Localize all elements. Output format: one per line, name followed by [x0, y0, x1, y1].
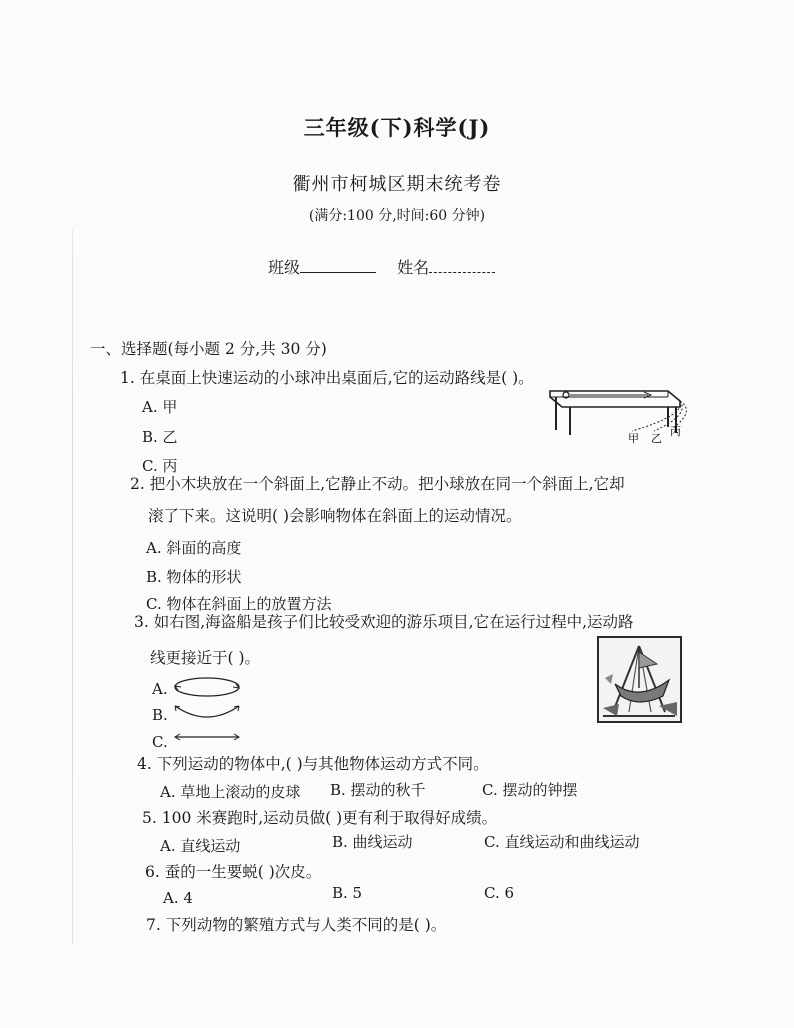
q6-stem: 6. 蚕的一生要蜕( )次皮。 [145, 863, 322, 881]
name-blank[interactable] [429, 258, 495, 273]
q3-path-a-ellipse [172, 676, 242, 698]
class-label: 班级 [268, 258, 301, 277]
q2-option-c[interactable]: C. 物体在斜面上的放置方法 [146, 595, 332, 613]
q1-option-b[interactable]: B. 乙 [142, 428, 178, 446]
q3-path-c-line [172, 732, 242, 742]
q5-option-b[interactable]: B. 曲线运动 [332, 833, 413, 851]
exam-note: (满分:100 分,时间:60 分钟) [308, 208, 486, 224]
q1-option-a[interactable]: A. 甲 [142, 398, 178, 416]
q7-stem: 7. 下列动物的繁殖方式与人类不同的是( )。 [146, 916, 447, 934]
scan-margin-line [72, 230, 73, 945]
q2-option-a[interactable]: A. 斜面的高度 [146, 539, 242, 557]
student-info-fields [268, 255, 495, 278]
q5-option-c[interactable]: C. 直线运动和曲线运动 [484, 833, 640, 851]
q3-option-c[interactable]: C. [152, 733, 168, 751]
q6-option-c[interactable]: C. 6 [484, 884, 515, 902]
q1-table-figure [548, 385, 688, 445]
page-title: 三年级(下)科学(J) [303, 115, 491, 140]
class-blank[interactable] [300, 258, 376, 273]
q6-option-a[interactable]: A. 4 [163, 889, 193, 907]
q3-stem-line1: 3. 如右图,海盗船是孩子们比较受欢迎的游乐项目,它在运行过程中,运动路 [134, 613, 634, 631]
q3-option-b[interactable]: B. [152, 706, 168, 724]
q1-label-yi: 乙 [651, 432, 662, 445]
q1-label-jia: 甲 [628, 432, 639, 445]
q5-option-a[interactable]: A. 直线运动 [160, 837, 241, 855]
q1-option-c[interactable]: C. 丙 [142, 457, 178, 475]
q6-option-b[interactable]: B. 5 [332, 884, 363, 902]
q3-stem-line2: 线更接近于( )。 [150, 649, 261, 667]
q4-option-c[interactable]: C. 摆动的钟摆 [482, 781, 578, 799]
exam-subtitle: 衢州市柯城区期末统考卷 [292, 174, 502, 195]
section-heading: 一、选择题(每小题 2 分,共 30 分) [90, 340, 327, 358]
q1-stem: 1. 在桌面上快速运动的小球冲出桌面后,它的运动路线是( )。 [120, 369, 534, 387]
q4-option-b[interactable]: B. 摆动的秋千 [330, 781, 426, 799]
q2-option-b[interactable]: B. 物体的形状 [146, 568, 242, 586]
q4-stem: 4. 下列运动的物体中,( )与其他物体运动方式不同。 [137, 755, 489, 773]
q1-label-bing: 丙 [670, 425, 681, 438]
q2-stem-line2: 滚了下来。这说明( )会影响物体在斜面上的运动情况。 [148, 507, 522, 525]
pirate-ship-image [597, 636, 682, 723]
q3-option-a[interactable]: A. [152, 680, 168, 698]
q3-path-b-arc [172, 700, 242, 722]
name-label: 姓名 [397, 258, 430, 277]
q5-stem: 5. 100 米赛跑时,运动员做( )更有利于取得好成绩。 [142, 809, 498, 827]
q4-option-a[interactable]: A. 草地上滚动的皮球 [160, 783, 301, 801]
q2-stem-line1: 2. 把小木块放在一个斜面上,它静止不动。把小球放在同一个斜面上,它却 [130, 475, 625, 493]
